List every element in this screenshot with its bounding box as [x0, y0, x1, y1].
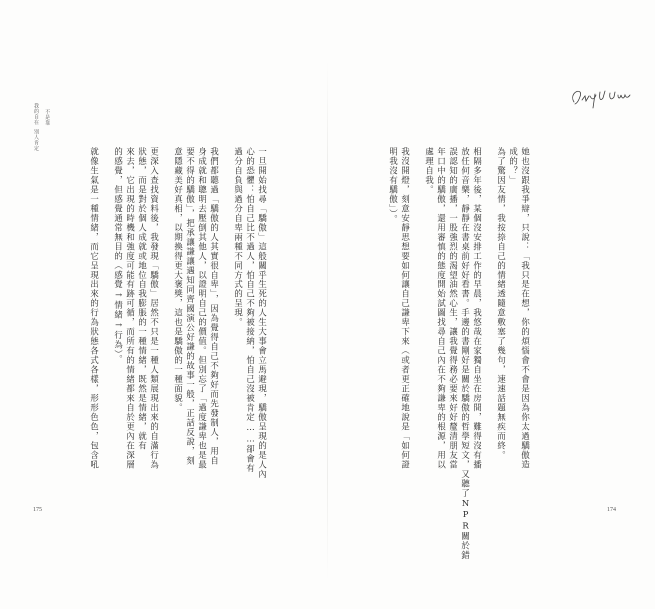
text-column: 她也沒跟我爭辯，只說：「我只是在想，你的煩惱會不會是因為你太過驕傲造	[520, 147, 531, 470]
text-column: 來去，它出現的時機和強度可能有跡可循，而所有的情緒都來自於更內在深層	[125, 147, 136, 470]
text-column: 處理自我。	[424, 147, 435, 195]
text-column: 狀態，而是對於個人成就或地位自我膨脹的一種情緒，既然是情緒，就有	[137, 147, 148, 451]
text-column: 心的恐懼：怕自己比不過人，怕自己不夠被接納，怕自己沒被肯定……卻會有	[245, 147, 256, 473]
running-header-line: 我的自在	[33, 103, 39, 125]
signature	[568, 86, 634, 110]
book-gutter	[327, 60, 328, 580]
text-column: 我沒開燈，刻意安靜思想要如何讓自己謙卑下來（或者更正確地說是「如何證	[400, 147, 411, 470]
page-number: 174	[607, 507, 616, 513]
text-column: 我們都聽過「驕傲的人其實很自卑」，因為覺得自己不夠好而先發制人，用自	[209, 147, 220, 466]
running-header-line: 別人肯定	[33, 129, 39, 151]
text-column: 年口中的驕傲，還用審慎的態度開始試圖找尋自己內在不夠謙卑的根源，用以	[436, 147, 447, 470]
text-column: 一旦開始找尋「驕傲」這般關乎生死的人生大事會立馬避現，驕傲呈現的是人內	[257, 147, 268, 480]
text-column: 就像生氣是一種情緒，而它呈現出來的行為狀態各式各樣，形形色色，包含吼	[89, 147, 100, 470]
running-header-line: 不是靠	[44, 108, 51, 125]
text-column: 更深入查找資料後，我發現「驕傲」居然不只是一種人類展現出來的自滿行為	[149, 147, 160, 470]
text-column: 要不得的驕傲」，把承讓謙讓遇知同齊國演公好謙的故事一般，正話反說，刻	[185, 147, 196, 466]
text-column: 成的？」	[508, 147, 519, 185]
text-column: 放任何音樂，靜靜在書桌前好好看書。手邊的書剛好是關於驕傲的哲學短文，又聽了NPR關於錯	[460, 147, 471, 560]
text-column: 相隔多年後，某個沒安排工作的早晨，我悠哉在家獨自坐在房間，難得沒有播	[472, 147, 483, 470]
text-column: 過分自負與過分自卑兩種不同方式的呈現。	[233, 147, 244, 328]
page-number: 175	[33, 507, 42, 513]
text-column: 身成就和聰明去壓倒其他人，以證明自己的價值。但別忘了「過度謙卑也是最	[197, 147, 208, 470]
text-column: 為了驚因友情，我按捺自己的情緒透隨意敷塞了幾句，速速話題無疾而終。	[496, 147, 507, 461]
text-column: 意隱藏美好真相，以期換得更大褒獎，這也是驕傲的一種面貌。	[173, 147, 184, 413]
text-column: 誤認知的廣播，一股強烈的渴望油然心生，讓我覺得務必要來好好釐清朋友當	[448, 147, 459, 470]
text-column: 的感覺，但感覺通常無目的（感覺→情緒→行為）。	[113, 147, 124, 365]
running-header	[33, 103, 59, 151]
text-column: 明我沒有驕傲」）。	[388, 147, 399, 225]
